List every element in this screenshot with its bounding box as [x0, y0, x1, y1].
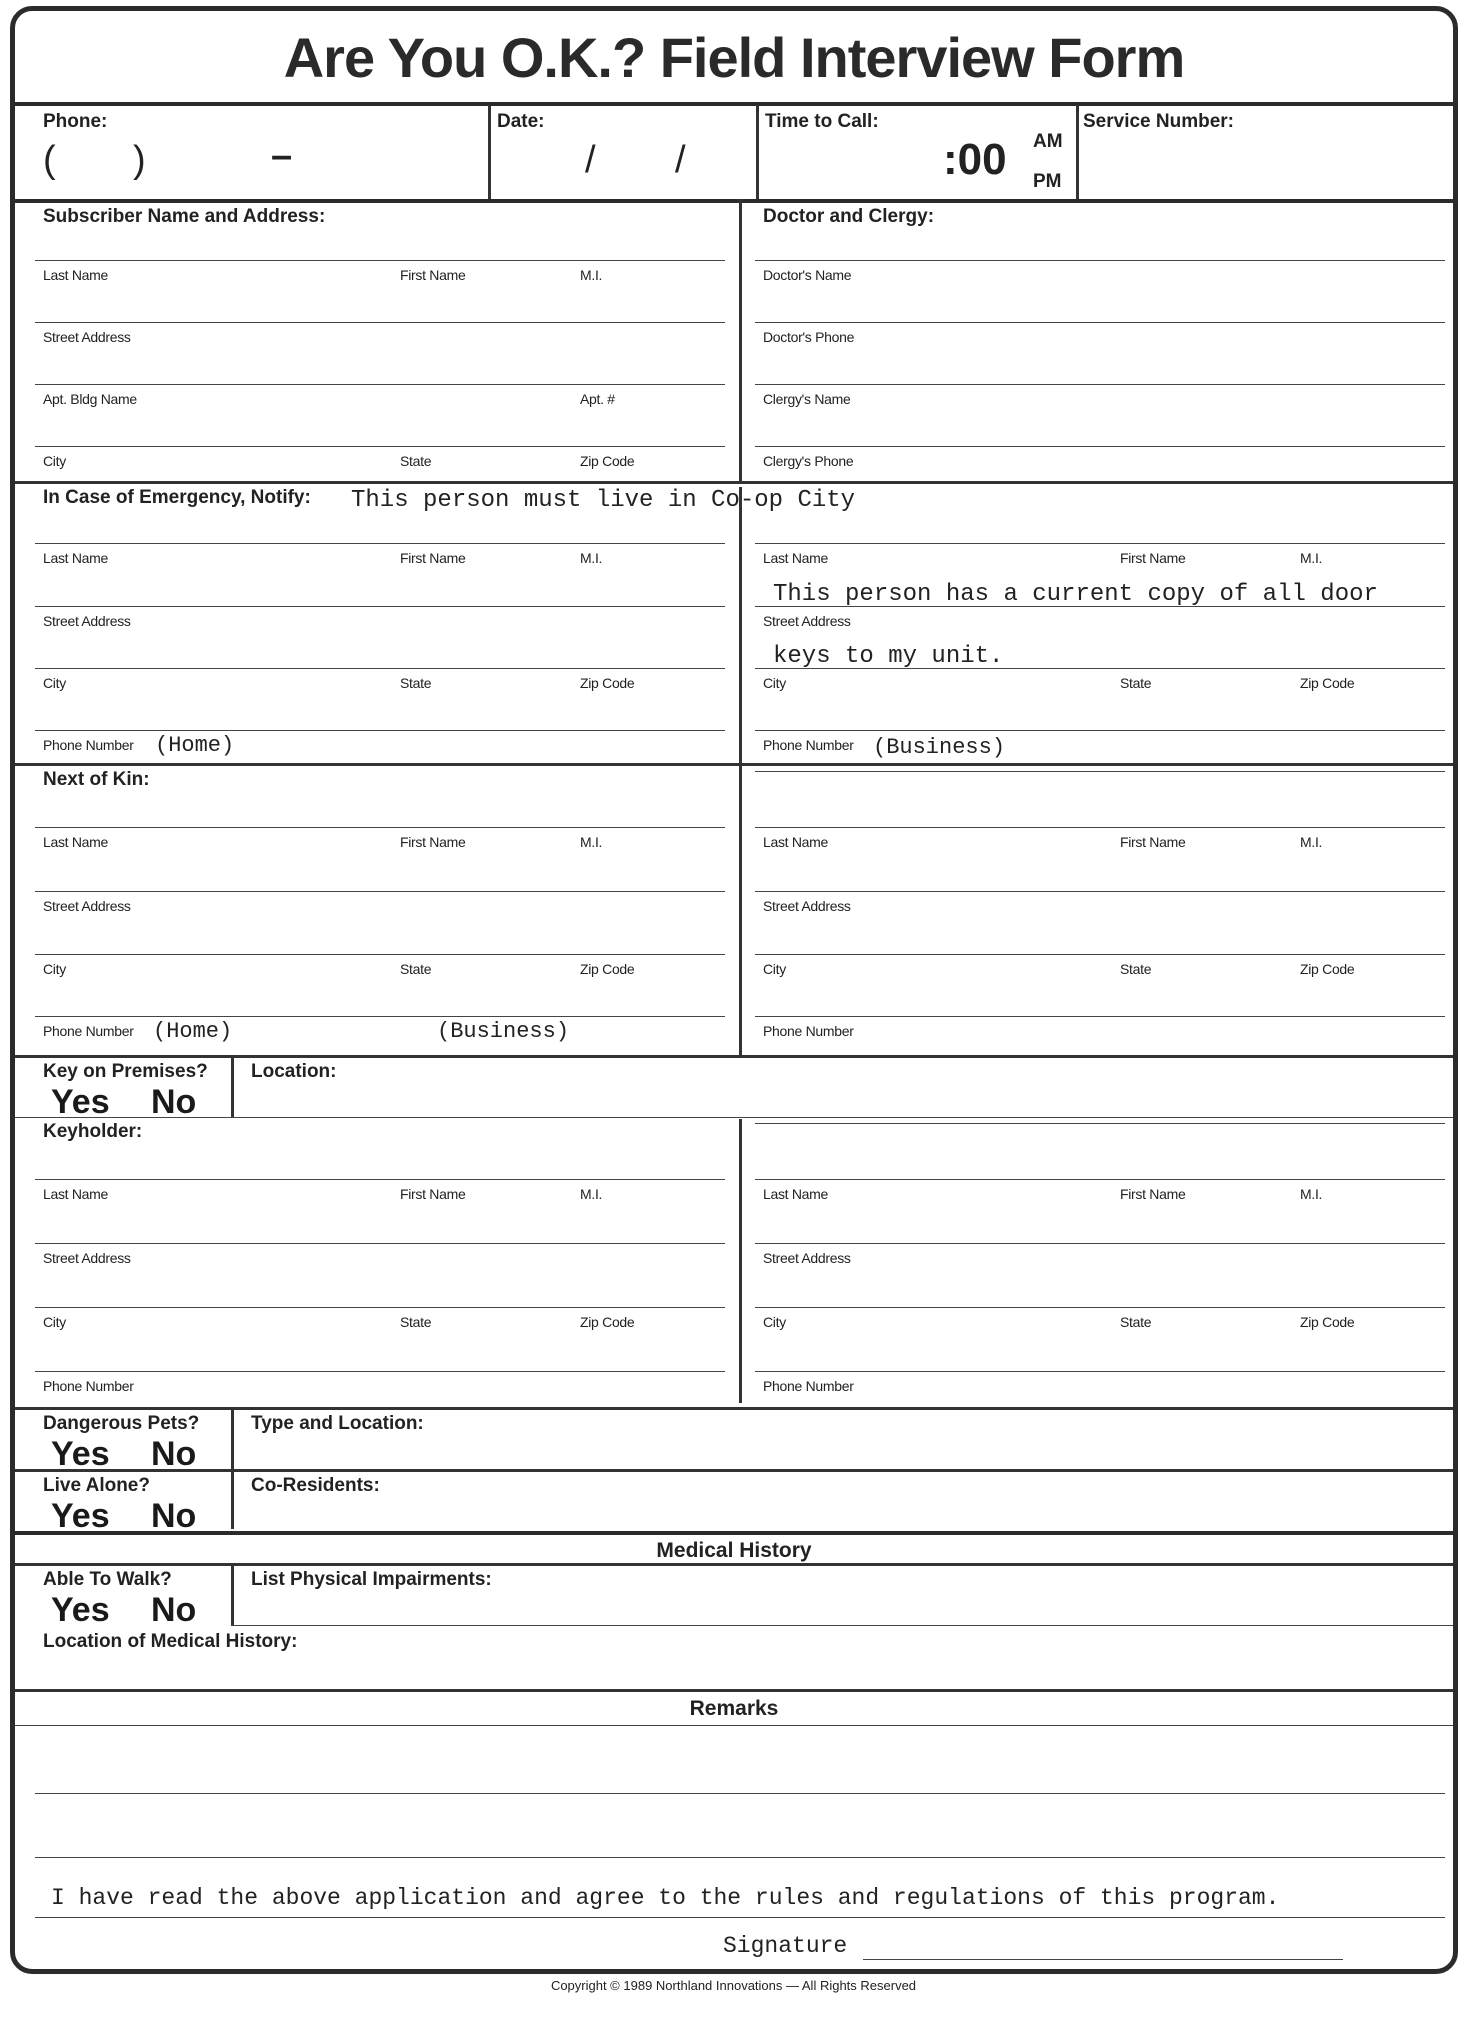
state-label: State [400, 1314, 432, 1330]
last-name-label: Last Name [43, 267, 108, 283]
doctor-phone-label: Doctor's Phone [763, 329, 855, 345]
line [755, 891, 1445, 892]
last-name-label: Last Name [763, 834, 828, 850]
section-divider [15, 763, 1458, 766]
city-label: City [763, 1314, 786, 1330]
last-name-label: Last Name [43, 550, 108, 566]
line [35, 260, 725, 261]
phone-number-label: Phone Number [763, 1023, 854, 1039]
city-label: City [43, 453, 66, 469]
form-frame [10, 6, 1458, 1974]
service-number-field[interactable] [1081, 135, 1451, 199]
home-note: (Home) [153, 1019, 233, 1044]
key-premises-label: Key on Premises? [43, 1061, 208, 1082]
street-label: Street Address [763, 1250, 851, 1266]
date-field[interactable] [493, 121, 753, 201]
city-label: City [43, 675, 66, 691]
phone-number-label: Phone Number [43, 1378, 134, 1394]
next-of-kin-heading: Next of Kin: [43, 769, 150, 790]
last-name-label: Last Name [43, 834, 108, 850]
medical-location-label: Location of Medical History: [43, 1631, 298, 1652]
line [15, 1725, 1458, 1726]
zip-label: Zip Code [580, 675, 635, 691]
mi-label: M.I. [580, 550, 603, 566]
zip-label: Zip Code [580, 961, 635, 977]
line [35, 1016, 725, 1017]
first-name-label: First Name [400, 1186, 466, 1202]
apt-bldg-label: Apt. Bldg Name [43, 391, 137, 407]
pets-yes-option[interactable]: Yes [51, 1435, 110, 1473]
street-label: Street Address [43, 329, 131, 345]
apt-no-label: Apt. # [580, 391, 615, 407]
city-label: City [43, 961, 66, 977]
am-option[interactable]: AM [1033, 131, 1063, 152]
first-name-label: First Name [1120, 550, 1186, 566]
mi-label: M.I. [1300, 550, 1323, 566]
line [35, 954, 725, 955]
service-number-label: Service Number: [1083, 111, 1235, 132]
walk-label: Able To Walk? [43, 1569, 172, 1590]
line [755, 1123, 1445, 1124]
zip-label: Zip Code [1300, 961, 1355, 977]
phone-number-label: Phone Number [43, 1023, 134, 1039]
zip-label: Zip Code [1300, 675, 1355, 691]
impairments-label: List Physical Impairments: [251, 1569, 492, 1590]
keyholder-heading: Keyholder: [43, 1121, 143, 1142]
key-yes-option[interactable]: Yes [51, 1083, 110, 1121]
divider [231, 1057, 234, 1117]
city-label: City [763, 961, 786, 977]
clergy-phone-label: Clergy's Phone [763, 453, 854, 469]
form-title: Are You O.K.? Field Interview Form [283, 26, 1185, 89]
phone-number-label: Phone Number [43, 737, 134, 753]
line [755, 260, 1445, 261]
line [755, 1371, 1445, 1372]
line [35, 1793, 1445, 1794]
line [755, 1307, 1445, 1308]
doctor-heading: Doctor and Clergy: [763, 206, 935, 227]
home-note: (Home) [155, 733, 235, 758]
street-label: Street Address [763, 898, 851, 914]
phone-number-label: Phone Number [763, 1378, 854, 1394]
street-label: Street Address [43, 1250, 131, 1266]
section-divider [15, 481, 1458, 484]
column-divider [739, 767, 742, 1055]
line [35, 322, 725, 323]
line [755, 827, 1445, 828]
mi-label: M.I. [580, 1186, 603, 1202]
mi-label: M.I. [1300, 1186, 1323, 1202]
state-label: State [1120, 961, 1152, 977]
line [755, 1179, 1445, 1180]
mi-label: M.I. [580, 267, 603, 283]
alone-yes-option[interactable]: Yes [51, 1497, 110, 1535]
line [35, 1179, 725, 1180]
mi-label: M.I. [1300, 834, 1323, 850]
state-label: State [400, 961, 432, 977]
line [755, 668, 1445, 669]
line [35, 1307, 725, 1308]
city-label: City [763, 675, 786, 691]
section-divider [15, 1689, 1458, 1692]
line [35, 827, 725, 828]
line [35, 668, 725, 669]
line [35, 384, 725, 385]
doctor-name-label: Doctor's Name [763, 267, 852, 283]
co-residents-label: Co-Residents: [251, 1475, 380, 1496]
line [755, 1016, 1445, 1017]
first-name-label: First Name [400, 834, 466, 850]
line [231, 1117, 1458, 1118]
pm-option[interactable]: PM [1033, 171, 1062, 192]
alone-label: Live Alone? [43, 1475, 150, 1496]
zip-label: Zip Code [1300, 1314, 1355, 1330]
first-name-label: First Name [400, 267, 466, 283]
emergency-note: This person has a current copy of all door [773, 581, 1378, 608]
date-slash: / [585, 139, 596, 181]
alone-no-option[interactable]: No [151, 1497, 197, 1535]
street-label: Street Address [763, 613, 851, 629]
state-label: State [1120, 675, 1152, 691]
phone-dash: – [271, 135, 293, 177]
phone-field[interactable] [35, 121, 475, 201]
phone-label: Phone: [43, 111, 108, 132]
line [35, 543, 725, 544]
medical-history-heading: Medical History [656, 1539, 812, 1562]
section-divider [15, 199, 1458, 203]
walk-yes-option[interactable]: Yes [51, 1591, 110, 1629]
line [35, 446, 725, 447]
last-name-label: Last Name [763, 550, 828, 566]
divider [488, 105, 491, 199]
street-label: Street Address [43, 898, 131, 914]
line [755, 606, 1445, 607]
line [755, 771, 1445, 772]
column-divider [739, 487, 742, 767]
zip-label: Zip Code [580, 453, 635, 469]
agreement-text: I have read the above application and agree to the rules and regulations of this program. [51, 1885, 1280, 1911]
title-divider [15, 102, 1458, 106]
column-divider [739, 1119, 742, 1403]
phone-paren-open: ( [43, 139, 56, 181]
phone-paren-close: ) [133, 139, 146, 181]
line [35, 730, 725, 731]
walk-no-option[interactable]: No [151, 1591, 197, 1629]
state-label: State [1120, 1314, 1152, 1330]
divider [231, 1565, 234, 1625]
key-location-label: Location: [251, 1061, 337, 1082]
state-label: State [400, 675, 432, 691]
line [755, 384, 1445, 385]
column-divider [739, 199, 742, 481]
line [755, 543, 1445, 544]
line [755, 730, 1445, 731]
line [755, 446, 1445, 447]
phone-number-label: Phone Number [763, 737, 854, 753]
line [231, 1625, 1458, 1626]
line [35, 891, 725, 892]
mi-label: M.I. [580, 834, 603, 850]
pets-no-option[interactable]: No [151, 1435, 197, 1473]
remarks-heading: Remarks [689, 1697, 779, 1720]
line [35, 1243, 725, 1244]
copyright: Copyright © 1989 Northland Innovations — All Rights Reserved [550, 1978, 917, 1993]
line [15, 1117, 231, 1118]
pets-label: Dangerous Pets? [43, 1413, 200, 1434]
divider [756, 105, 759, 199]
state-label: State [400, 453, 432, 469]
last-name-label: Last Name [763, 1186, 828, 1202]
divider [1076, 105, 1079, 199]
last-name-label: Last Name [43, 1186, 108, 1202]
zip-label: Zip Code [580, 1314, 635, 1330]
line [35, 1857, 1445, 1858]
first-name-label: First Name [1120, 1186, 1186, 1202]
section-divider [15, 1531, 1458, 1535]
emergency-note: keys to my unit. [773, 643, 1004, 670]
business-note: (Business) [873, 735, 1006, 760]
line [755, 322, 1445, 323]
line [755, 1243, 1445, 1244]
signature-line[interactable] [863, 1959, 1343, 1960]
line [35, 1917, 1445, 1918]
business-note: (Business) [437, 1019, 570, 1044]
emergency-note: This person must live in Co-op City [351, 487, 856, 514]
first-name-label: First Name [400, 550, 466, 566]
time-value: :00 [943, 135, 1007, 184]
subscriber-heading: Subscriber Name and Address: [43, 206, 326, 227]
clergy-name-label: Clergy's Name [763, 391, 851, 407]
signature-label: Signature [723, 1933, 848, 1959]
city-label: City [43, 1314, 66, 1330]
key-no-option[interactable]: No [151, 1083, 197, 1121]
first-name-label: First Name [1120, 834, 1186, 850]
emergency-heading: In Case of Emergency, Notify: [43, 487, 311, 508]
street-label: Street Address [43, 613, 131, 629]
pets-type-label: Type and Location: [251, 1413, 424, 1434]
date-slash: / [675, 139, 686, 181]
date-label: Date: [497, 111, 545, 132]
line [755, 954, 1445, 955]
time-label: Time to Call: [765, 111, 879, 132]
section-divider [15, 1469, 1458, 1472]
line [35, 606, 725, 607]
line [35, 1371, 725, 1372]
